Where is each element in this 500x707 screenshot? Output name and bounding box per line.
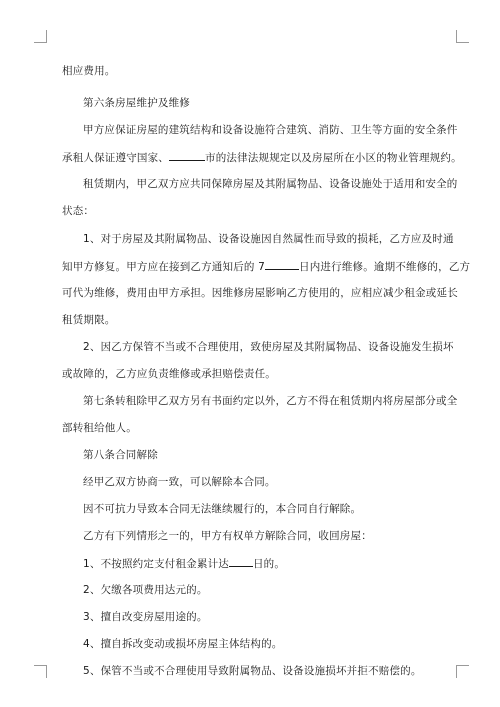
line-text: 或故障的，乙方应负责维修或承担赔偿责任。 bbox=[62, 368, 276, 380]
line-text: 日内进行维修。逾期不维修的，乙方 bbox=[299, 261, 471, 273]
line-text: 租赁期内，甲乙双方应共同保障房屋及其附属物品、设备设施处于适用和安全的 bbox=[83, 178, 458, 190]
line-text: 知甲方修复。甲方应在接到乙方通知后的 7 bbox=[62, 261, 266, 273]
text-line bbox=[83, 177, 458, 191]
text-line bbox=[62, 313, 442, 327]
text-line bbox=[83, 340, 454, 354]
line-text: 租赁期限。 bbox=[62, 314, 116, 326]
line-text: 经甲乙双方协商一致，可以解除本合同。 bbox=[83, 476, 276, 488]
crop-mark-bottom-left bbox=[34, 665, 47, 678]
line-text: 4、擅自拆改变动或损坏房屋主体结构的。 bbox=[83, 638, 283, 650]
fill-in-blank bbox=[265, 259, 299, 270]
line-text: 5、保管不当或不合理使用导致附属物品、设备设施损坏并拒不赔偿的。 bbox=[83, 665, 422, 677]
crop-mark-bottom-right bbox=[456, 665, 469, 678]
line-text: 市的法律法规规定以及房屋所在小区的物业管理规约。 bbox=[205, 152, 462, 164]
line-text: 乙方有下列情形之一的，甲方有权单方解除合同，收回房屋： bbox=[83, 530, 372, 542]
crop-mark-top-right bbox=[456, 30, 469, 43]
fill-in-blank bbox=[229, 556, 253, 567]
line-text: 因不可抗力导致本合同无法继续履行的，本合同自行解除。 bbox=[83, 503, 362, 515]
line-text: 3、擅自改变房屋用途的。 bbox=[83, 611, 208, 623]
line-text: 第七条转租除甲乙双方另有书面约定以外，乙方不得在租赁期内将房屋部分或全 bbox=[83, 395, 458, 407]
section-heading-6 bbox=[83, 96, 442, 110]
list-item bbox=[83, 610, 442, 624]
heading-text: 第八条合同解除 bbox=[83, 449, 158, 461]
text-line bbox=[62, 286, 458, 300]
fill-in-blank bbox=[169, 150, 205, 161]
line-text: 状态： bbox=[62, 205, 95, 217]
text-line bbox=[62, 64, 442, 78]
line-text: 2、欠缴各项费用达元的。 bbox=[83, 584, 208, 596]
line-text: 2、因乙方保管不当或不合理使用，致使房屋及其附属物品、设备设施发生损坏 bbox=[83, 341, 454, 353]
text-line bbox=[83, 394, 458, 408]
list-item bbox=[83, 664, 442, 678]
text-line bbox=[83, 502, 442, 516]
list-item bbox=[83, 583, 442, 597]
text-line bbox=[62, 204, 442, 218]
line-text: 相应费用。 bbox=[62, 65, 116, 77]
line-text: 部转租给他人。 bbox=[62, 422, 137, 434]
line-text: 承租人保证遵守国家、 bbox=[62, 152, 169, 164]
text-line bbox=[62, 259, 471, 274]
text-line bbox=[83, 529, 442, 543]
line-text: 可代为维修，费用由甲方承担。因维修房屋影响乙方使用的，应相应减少租金或延长 bbox=[62, 287, 458, 299]
line-text: 1、对于房屋及其附属物品、设备设施因自然属性而导致的损耗，乙方应及时通 bbox=[83, 233, 454, 245]
line-text: 日的。 bbox=[252, 558, 286, 570]
section-heading-8 bbox=[83, 448, 442, 462]
list-item bbox=[83, 556, 442, 571]
text-line bbox=[83, 232, 454, 246]
text-line bbox=[62, 367, 442, 381]
line-text: 甲方应保证房屋的建筑结构和设备设施符合建筑、消防、卫生等方面的安全条件 bbox=[83, 124, 458, 136]
list-item bbox=[83, 637, 442, 651]
text-line bbox=[83, 475, 442, 489]
text-line bbox=[62, 150, 462, 165]
line-text: 1、不按照约定支付租金累计达 bbox=[83, 558, 229, 570]
text-line bbox=[62, 421, 442, 435]
heading-text: 第六条房屋维护及维修 bbox=[83, 97, 190, 109]
crop-mark-top-left bbox=[34, 30, 47, 43]
text-line bbox=[83, 123, 458, 137]
